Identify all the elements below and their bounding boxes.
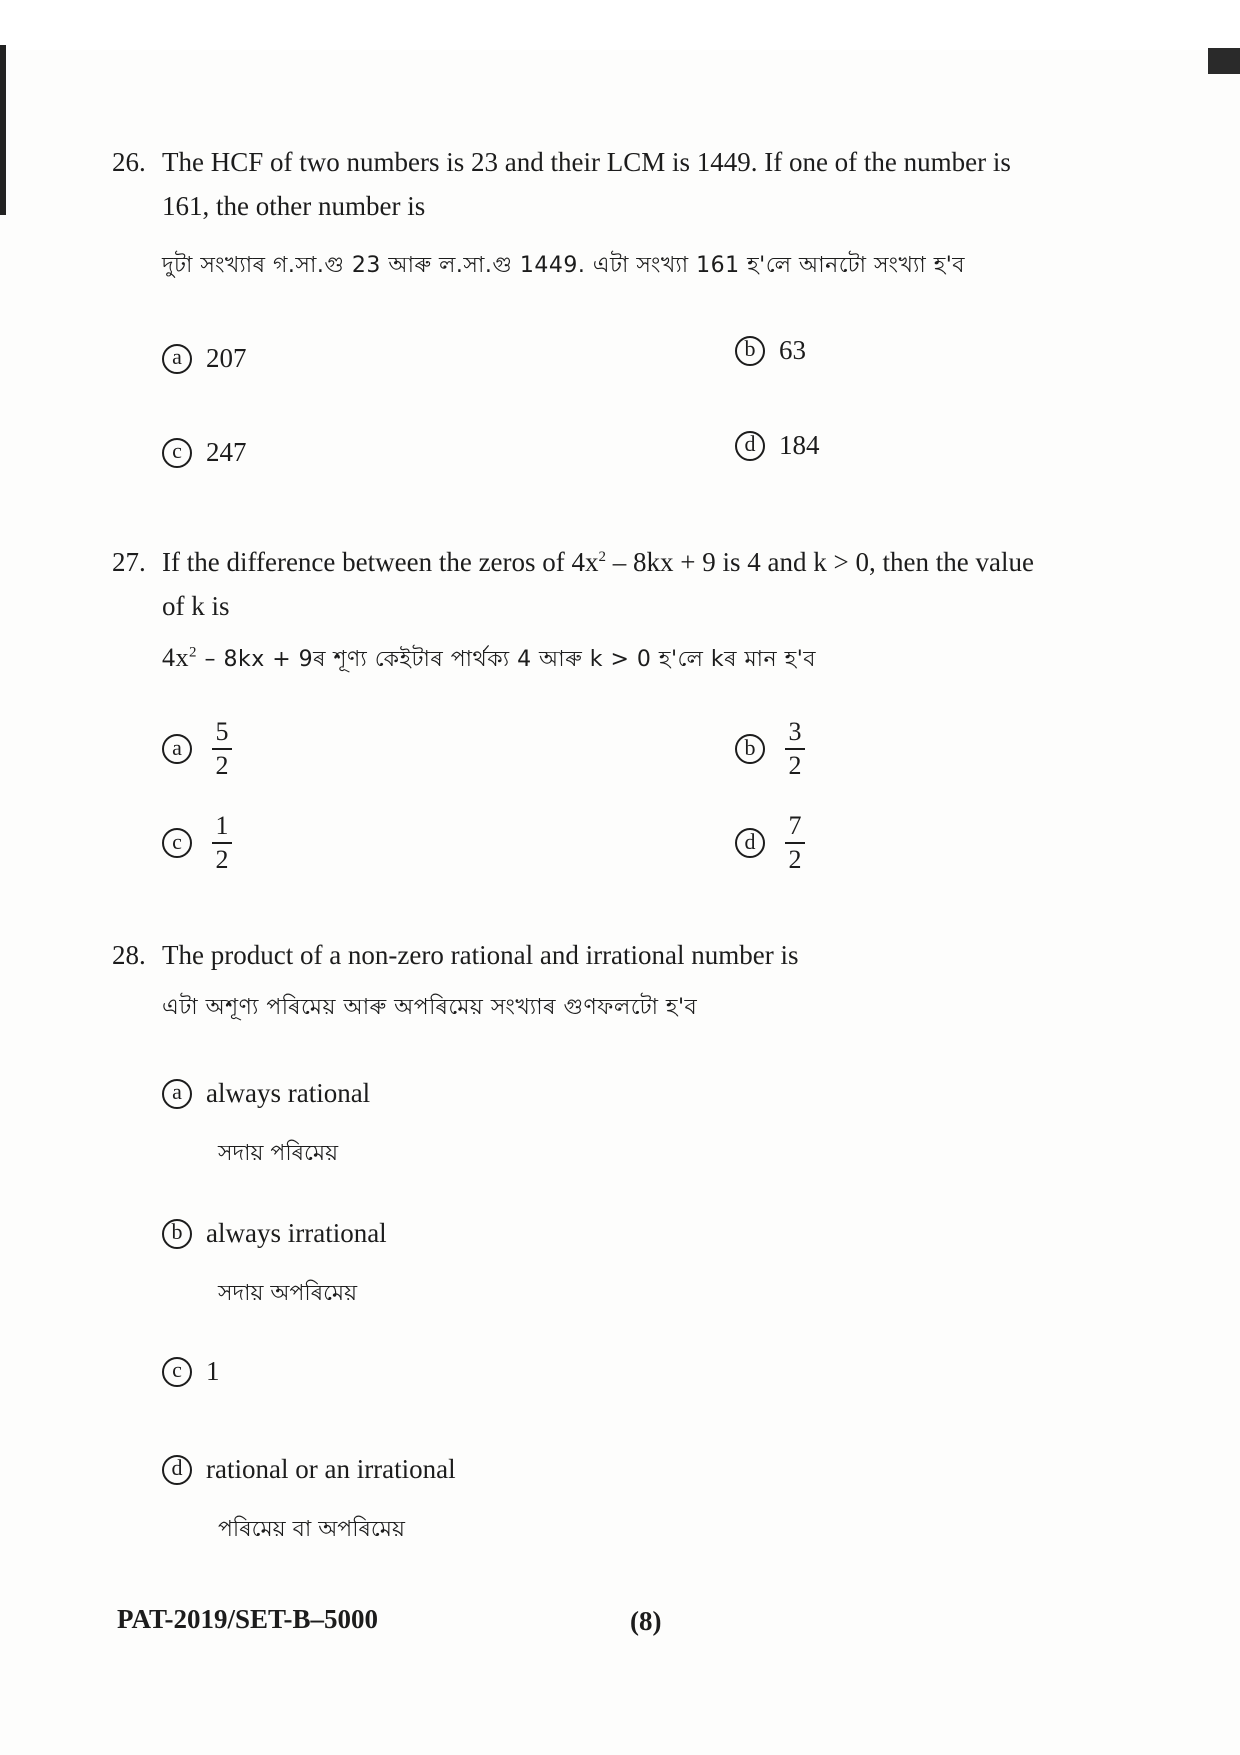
option-label: c	[162, 438, 192, 468]
option-label: d	[735, 431, 765, 461]
q28-option-b[interactable]	[162, 1218, 387, 1249]
option-value: rational or an irrational	[206, 1454, 456, 1484]
option-value: always rational	[206, 1078, 371, 1108]
fraction-bar	[212, 842, 232, 844]
numerator: 3	[788, 717, 802, 746]
option-value: 207	[206, 343, 247, 373]
question-text-line2: of k is	[162, 591, 230, 621]
fraction	[785, 718, 805, 780]
fraction-bar	[785, 842, 805, 844]
question-27-assamese	[162, 642, 816, 679]
numerator: 5	[215, 717, 229, 746]
option-label: a	[162, 1079, 192, 1109]
fraction	[212, 718, 232, 780]
page-left-edge-shadow	[0, 45, 6, 215]
exam-code: PAT-2019/SET-B–5000	[117, 1604, 379, 1634]
q26-option-b[interactable]	[735, 335, 806, 366]
q28-option-d-assamese: পৰিমেয় বা অপৰিমেয়	[218, 1517, 405, 1542]
option-label: c	[162, 1357, 192, 1387]
fraction-bar	[785, 748, 805, 750]
assamese-post: – 8kx + 9ৰ শূণ্য কেইটাৰ পাৰ্থক্য 4 আৰু k > 0 হ'লে kৰ মান হ'ব	[197, 647, 817, 672]
q28-option-c[interactable]	[162, 1356, 220, 1387]
q26-option-c[interactable]	[162, 437, 247, 468]
denominator: 2	[215, 751, 229, 780]
q27-option-c[interactable]	[162, 812, 232, 874]
exponent: 2	[598, 549, 607, 565]
option-label: b	[735, 336, 765, 366]
q27-option-a[interactable]	[162, 718, 232, 780]
question-text-line1: The HCF of two numbers is 23 and their LCM is 1449. If one of the number is	[162, 147, 1011, 177]
question-text-line2: 161, the other number is	[162, 191, 426, 221]
exponent: 2	[189, 644, 197, 661]
option-label: b	[162, 1219, 192, 1249]
assamese-pre: 4x	[162, 643, 189, 672]
option-value: always irrational	[206, 1218, 387, 1248]
option-label: c	[162, 828, 192, 858]
question-number: 27.	[112, 547, 146, 577]
question-text-line1: The product of a non-zero rational and irrational number is	[162, 940, 799, 970]
numerator: 7	[788, 811, 802, 840]
option-value: 247	[206, 437, 247, 467]
option-label: b	[735, 734, 765, 764]
option-label: a	[162, 734, 192, 764]
question-number: 28.	[112, 940, 146, 970]
question-text-line1-pre: If the difference between the zeros of 4x	[162, 547, 599, 577]
q27-option-d[interactable]	[735, 812, 805, 874]
page-top-margin	[0, 0, 1240, 50]
option-value: 1	[206, 1356, 220, 1386]
option-label: a	[162, 344, 192, 374]
fraction	[785, 812, 805, 874]
question-number: 26.	[112, 147, 146, 177]
question-26-assamese: দুটা সংখ্যাৰ গ.সা.গু 23 আৰু ল.সা.গু 1449. এটা সংখ্যা 161 হ'লে আনটো সংখ্যা হ'ব	[162, 253, 966, 278]
page-corner-mark	[1208, 48, 1240, 74]
fraction-bar	[212, 748, 232, 750]
option-value: 63	[779, 335, 806, 365]
numerator: 1	[215, 811, 229, 840]
denominator: 2	[788, 845, 802, 874]
q26-option-d[interactable]	[735, 430, 820, 461]
page-number: (8)	[630, 1606, 662, 1636]
denominator: 2	[788, 751, 802, 780]
q28-option-a[interactable]	[162, 1078, 370, 1109]
q28-option-d[interactable]	[162, 1454, 456, 1485]
q28-option-b-assamese: সদায় অপৰিমেয়	[218, 1281, 358, 1306]
question-28-assamese: এটা অশূণ্য পৰিমেয় আৰু অপৰিমেয় সংখ্যাৰ গুণফলটো হ'ব	[162, 995, 698, 1020]
option-value: 184	[779, 430, 820, 460]
q26-option-a[interactable]	[162, 343, 247, 374]
option-label: d	[735, 828, 765, 858]
fraction	[212, 812, 232, 874]
denominator: 2	[215, 845, 229, 874]
question-26	[112, 140, 1192, 228]
option-label: d	[162, 1455, 192, 1485]
question-28	[112, 933, 1192, 977]
q28-option-a-assamese: সদায় পৰিমেয়	[218, 1141, 339, 1166]
question-27	[112, 535, 1192, 628]
q27-option-b[interactable]	[735, 718, 805, 780]
question-text-line1-post: – 8kx + 9 is 4 and k > 0, then the value	[606, 547, 1034, 577]
